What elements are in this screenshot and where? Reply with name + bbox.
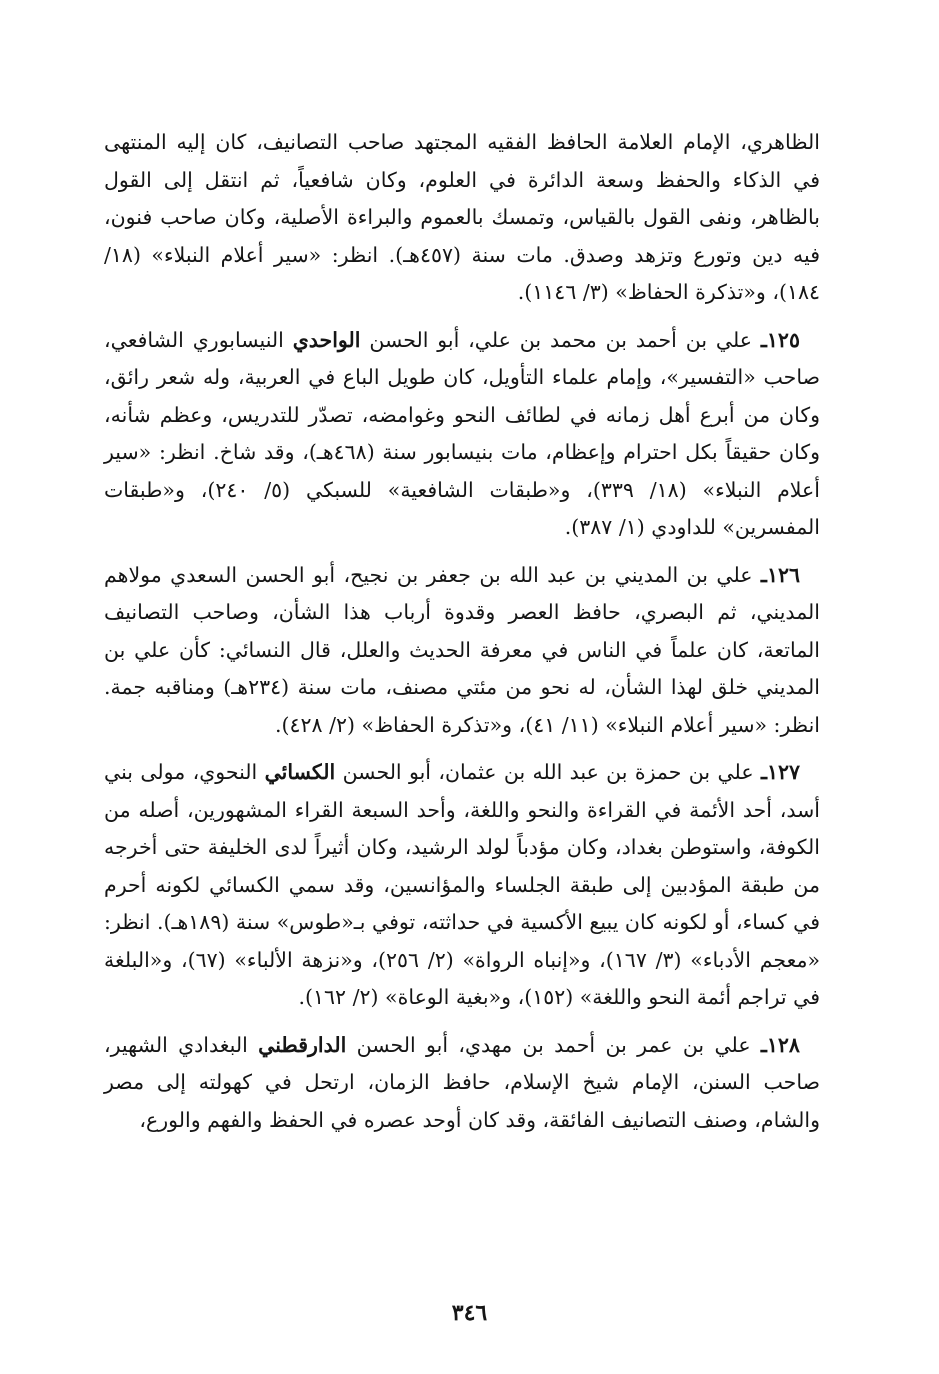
entry-127-bold-name: الكسائي (264, 760, 336, 784)
entry-126 (104, 557, 820, 745)
entry-125-number: ١٢٥ـ (760, 327, 800, 352)
entry-124-continuation (104, 124, 820, 312)
page-number: ٣٤٦ (451, 1300, 488, 1326)
entry-128-bold-name: الدارقطني (258, 1032, 347, 1057)
entry-127 (104, 754, 820, 1017)
paragraph-spacer (104, 312, 820, 322)
entry-127-text-after: النحوي، مولى بني أسد، أحد الأئمة في القراءة والنحو واللغة، وأحد السبعة القراء المشهورين، أصله من الكوفة، واستوطن بغداد، وكان مؤدباً لولد الرشيد، وكان أثيراً لدى الخليفة حتى أخرجه من طبقة المؤدبين إلى طبقة الجلساء والمؤانسين، وقد سمي الكسائي لكونه أحرم في كساء، أو لكونه كان يبيع الأكسية في حداثته، توفي بـ«طوس» سنة (١٨٩هـ). انظر: «معجم الأدباء» (٣/ ١٦٧)، و«إنباه الرواة» (٢/ ٢٥٦)، و«نزهة الألباء» (٦٧)، و«البلغة في تراجم أئمة النحو واللغة» (١٥٢)، و«بغية الوعاة» (٢/ ١٦٢). (104, 760, 820, 1009)
entry-128 (104, 1027, 820, 1140)
entry-126-number: ١٢٦ـ (760, 562, 800, 587)
entry-125-bold-name: الواحدي (292, 327, 361, 352)
entry-126-text: علي بن المديني بن عبد الله بن جعفر بن نجيح، أبو الحسن السعدي مولاهم المديني، ثم البصري، حافظ العصر وقدوة أرباب هذا الشأن، وصاحب التصانيف الماتعة، كان علماً في الناس في معرفة الحديث والعلل، قال النسائي: كأن علي بن المديني خلق لهذا الشأن، له نحو من مئتي مصنف، مات سنة (٢٣٤هـ) ومناقبه جمة. انظر: «سير أعلام النبلاء» (١١/ ٤١)، و«تذكرة الحفاظ» (٢/ ٤٢٨). (104, 562, 821, 737)
entry-128-number: ١٢٨ـ (760, 1032, 800, 1057)
entry-128-text-after: البغدادي الشهير، صاحب السنن، الإمام شيخ الإسلام، حافظ الزمان، ارتحل في كهولته إلى مصر والشام، وصنف التصانيف الفائقة، وقد كان أوحد عصره في الحفظ والفهم والورع، (104, 1032, 820, 1132)
footnotes-body (104, 124, 820, 1139)
entry-127-number: ١٢٧ـ (760, 760, 800, 784)
entry-128-text-before: علي بن عمر بن أحمد بن مهدي، أبو الحسن (356, 1032, 751, 1057)
paragraph-spacer (104, 1017, 820, 1027)
entry-125 (104, 322, 820, 547)
paragraph-spacer (104, 744, 820, 754)
entry-125-text-after: النيسابوري الشافعي، صاحب «التفسير»، وإمام علماء التأويل، كان طويل الباع في العربية، وله شعر رائق، وكان من أبرع أهل زمانه في لطائف النحو وغوامضه، تصدّر للتدريس، وعظم شأنه، وكان حقيقاً بكل احترام وإعظام، مات بنيسابور سنة (٤٦٨هـ)، وقد شاخ. انظر: «سير أعلام النبلاء» (١٨/ ٣٣٩)، و«طبقات الشافعية» للسبكي (٥/ ٢٤٠)، و«طبقات المفسرين» للداودي (١/ ٣٨٧). (104, 327, 821, 539)
entry-125-text-before: علي بن أحمد بن محمد بن علي، أبو الحسن (369, 327, 753, 352)
entry-127-text-before: علي بن حمزة بن عبد الله بن عثمان، أبو الحسن (342, 760, 754, 784)
entry-124-text: الظاهري، الإمام العلامة الحافظ الفقيه المجتهد صاحب التصانيف، كان إليه المنتهى في الذكاء والحفظ وسعة الدائرة في العلوم، وكان شافعياً، ثم انتقل إلى القول بالظاهر، ونفى القول بالقياس، وتمسك بالعموم والبراءة الأصلية، وكان صاحب فنون، فيه دين وتورع وتزهد وصدق. مات سنة (٤٥٧هـ). انظر: «سير أعلام النبلاء» (١٨/ ١٨٤)، و«تذكرة الحفاظ» (٣/ ١١٤٦). (104, 130, 821, 304)
paragraph-spacer (104, 547, 820, 557)
